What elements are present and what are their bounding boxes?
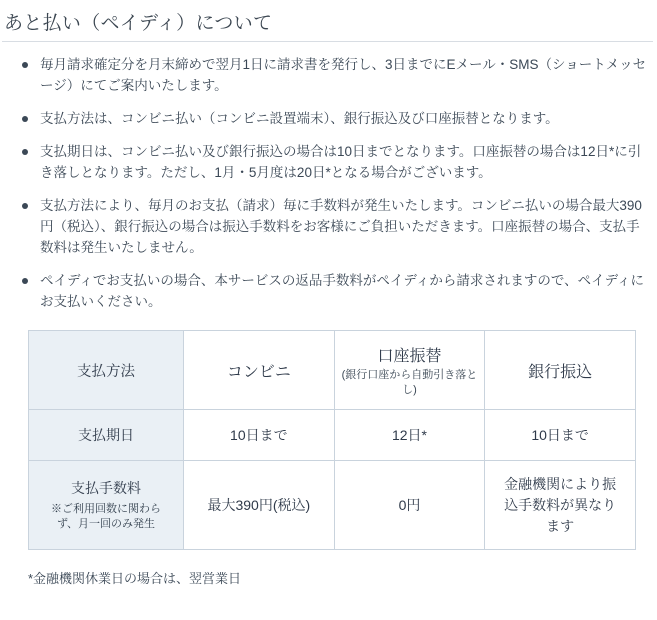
table-header-direct-debit (334, 331, 485, 410)
list-item: 支払期日は、コンビニ払い及び銀行振込の場合は10日までとなります。口座振替の場合は12日*に引き落しとなります。ただし、1月・5月度は20日*となる場合がございます。 (18, 141, 647, 183)
list-item: 毎月請求確定分を月末締めで翌月1日に請求書を発行し、3日までにEメール・SMS（ショートメッセージ）にてご案内いたします。 (18, 54, 647, 96)
column-title: 銀行振込 (528, 363, 593, 381)
column-title: 口座振替 (377, 347, 442, 365)
column-title: コンビニ (226, 363, 291, 381)
table-row (29, 410, 636, 461)
fee-table-container (28, 330, 636, 550)
cell-fee-direct-debit: 0円 (334, 461, 485, 550)
row-label-payment-fee (29, 461, 184, 550)
cell-due-date-bank-transfer: 10日まで (485, 410, 636, 461)
bullet-list (0, 54, 657, 312)
page-title: あと払い（ペイディ）について (4, 13, 273, 34)
table-header-row (29, 331, 636, 410)
row-label-due-date: 支払期日 (29, 410, 184, 461)
title-divider (2, 41, 653, 42)
list-item: 支払方法により、毎月のお支払（請求）毎に手数料が発生いたします。コンビニ払いの場合最大390円（税込）、銀行振込の場合は振込手数料をお客様にご負担いただきます。口座振替の場合、支払手数料は発生いたしません。 (18, 195, 647, 258)
column-subtitle: (銀行口座から自動引き落とし) (341, 368, 478, 396)
table-header-convenience-store (184, 331, 335, 410)
row-label-note: ※ご利用回数に関わらず、月一回のみ発生 (51, 503, 161, 530)
cell-fee-bank-transfer: 金融機関により振込手数料が異なります (485, 461, 636, 550)
list-item: ペイディでお支払いの場合、本サービスの返品手数料がペイディから請求されますので、ペイディにお支払いください。 (18, 270, 647, 312)
cell-due-date-direct-debit: 12日* (334, 410, 485, 461)
footnote: *金融機関休業日の場合は、翌営業日 (28, 571, 242, 586)
list-item: 支払方法は、コンビニ払い（コンビニ設置端末）、銀行振込及び口座振替となります。 (18, 108, 647, 129)
table-header-bank-transfer (485, 331, 636, 410)
table-row (29, 461, 636, 550)
row-label-text: 支払手数料 (71, 480, 141, 496)
cell-fee-convenience-store: 最大390円(税込) (184, 461, 335, 550)
table-header-row-label: 支払方法 (29, 331, 184, 410)
cell-due-date-convenience-store: 10日まで (184, 410, 335, 461)
payment-method-table (28, 330, 636, 550)
